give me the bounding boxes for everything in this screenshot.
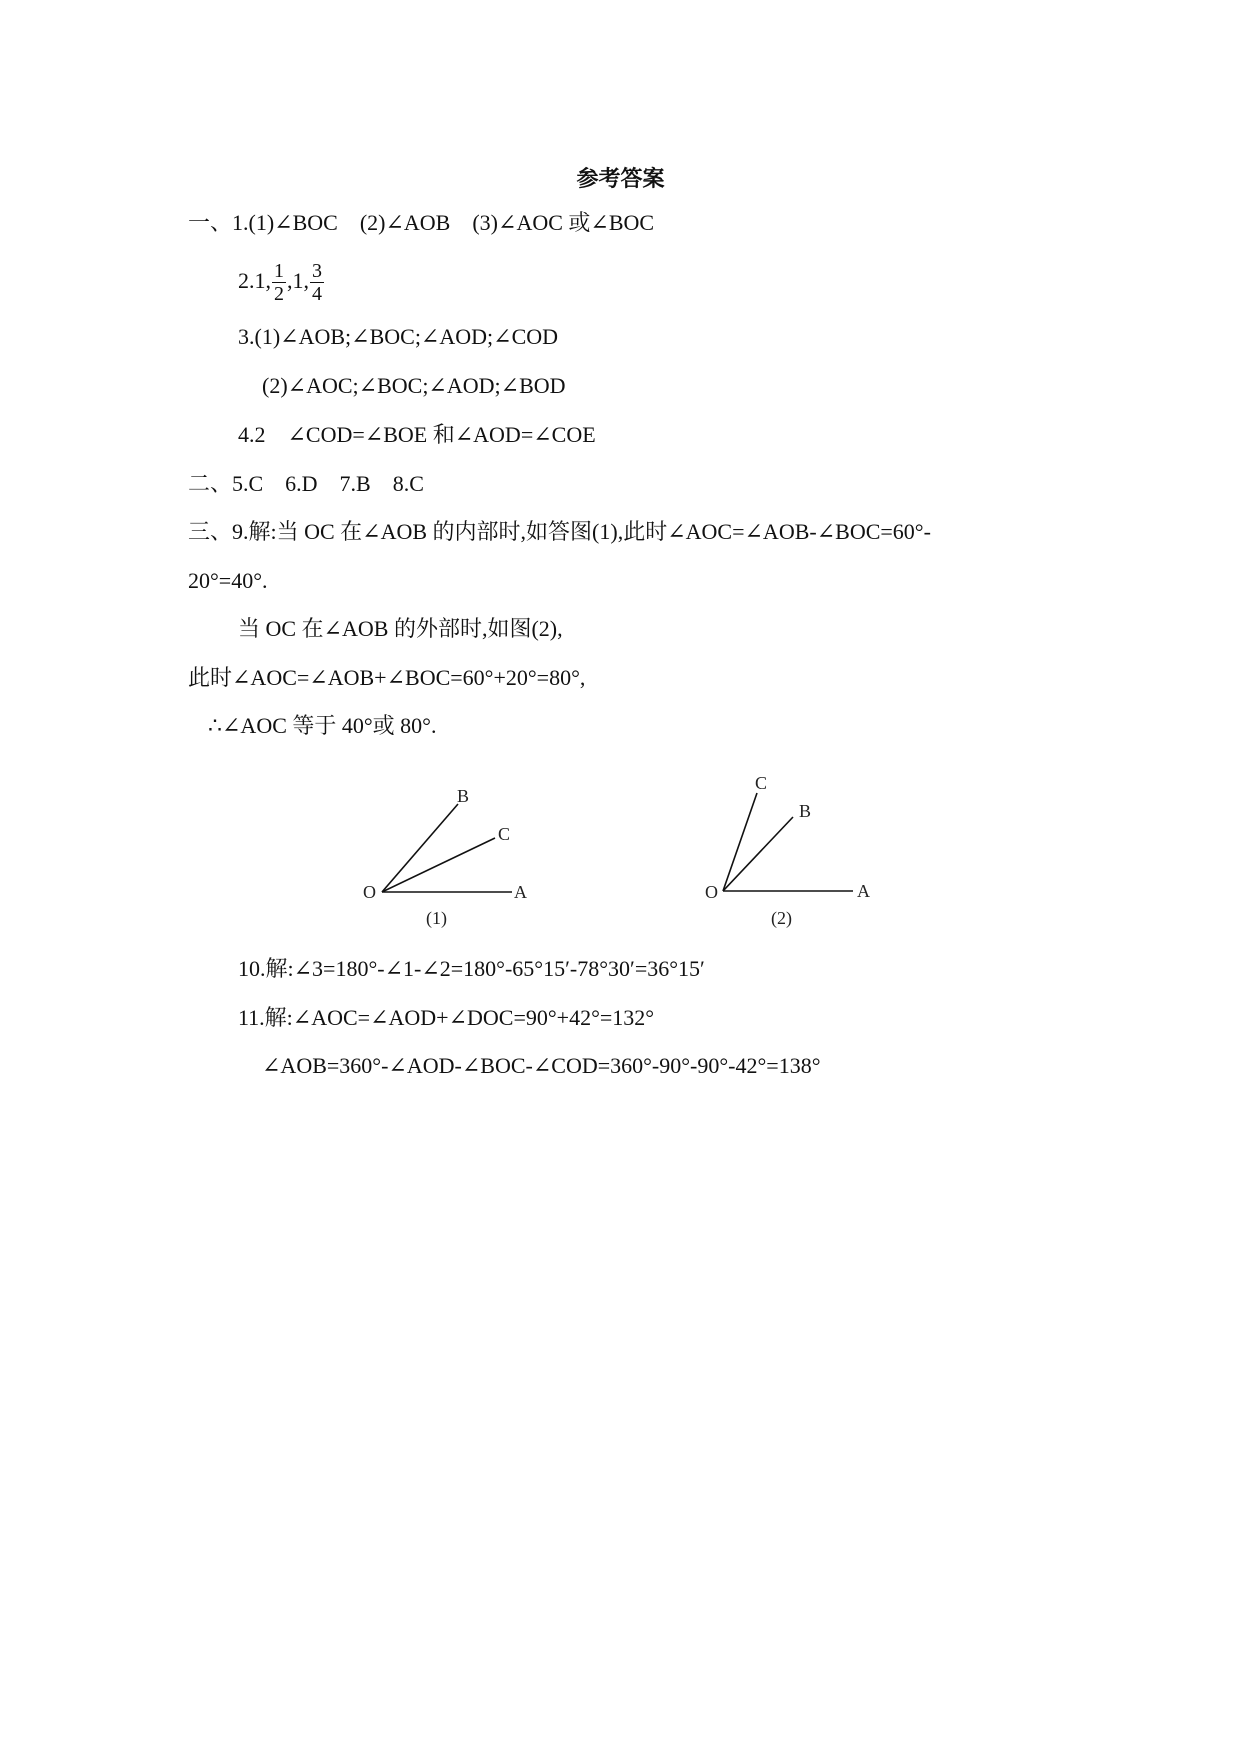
answer-section2: 二、5.C 6.D 7.B 8.C xyxy=(188,471,424,496)
label-O: O xyxy=(363,882,376,902)
answer-q3-part2: (2)∠AOC;∠BOC;∠AOD;∠BOD xyxy=(262,373,566,398)
fraction-one-half: $\frac{1}{2}$ xyxy=(274,260,284,306)
label-C: C xyxy=(498,824,511,844)
angle-figure-2 xyxy=(695,765,895,930)
answer-q2-prefix: 2.1, xyxy=(238,268,271,293)
label-B: B xyxy=(799,801,812,821)
angle-figure-1 xyxy=(350,780,550,930)
answer-q9-line5: ∴∠AOC 等于 40°或 80°. xyxy=(208,713,437,738)
ray-OB xyxy=(723,817,793,891)
answer-q1: 一、1.(1)∠BOC (2)∠AOB (3)∠AOC 或∠BOC xyxy=(188,210,655,235)
answer-q4: 4.2 ∠COD=∠BOE 和∠AOD=∠COE xyxy=(238,422,596,447)
ray-OB xyxy=(382,804,458,892)
answer-q9-line2: 20°=40°. xyxy=(188,568,268,593)
answer-q3-part1: 3.(1)∠AOB;∠BOC;∠AOD;∠COD xyxy=(238,324,559,349)
answer-q11-line1: 11.解:∠AOC=∠AOD+∠DOC=90°+42°=132° xyxy=(238,1005,655,1030)
answer-q9-line3: 当 OC 在∠AOB 的外部时,如图(2), xyxy=(238,616,563,641)
answer-q9-line4: 此时∠AOC=∠AOB+∠BOC=60°+20°=80°, xyxy=(188,665,586,690)
label-O: O xyxy=(705,882,718,902)
answer-q11-line2: ∠AOB=360°-∠AOD-∠BOC-∠COD=360°-90°-90°-42°=138° xyxy=(262,1053,821,1078)
answer-q9-line1: 三、9.解:当 OC 在∠AOB 的内部时,如答图(1),此时∠AOC=∠AOB-∠BOC=60°- xyxy=(188,519,931,544)
fraction-three-quarters: $\frac{3}{4}$ xyxy=(312,260,322,306)
label-B: B xyxy=(457,786,470,806)
label-A: A xyxy=(514,882,527,902)
ray-OC xyxy=(382,838,495,892)
answer-q2-mid: ,1, xyxy=(287,268,309,293)
caption-1: (1) xyxy=(426,908,447,928)
caption-2: (2) xyxy=(771,908,792,928)
label-C: C xyxy=(755,773,768,793)
page-title: 参考答案 xyxy=(576,167,665,192)
label-A: A xyxy=(857,881,870,901)
answer-q10: 10.解:∠3=180°-∠1-∠2=180°-65°15′-78°30′=36°15′ xyxy=(238,956,705,981)
ray-OC xyxy=(723,793,757,891)
answer-q2 xyxy=(238,257,325,305)
